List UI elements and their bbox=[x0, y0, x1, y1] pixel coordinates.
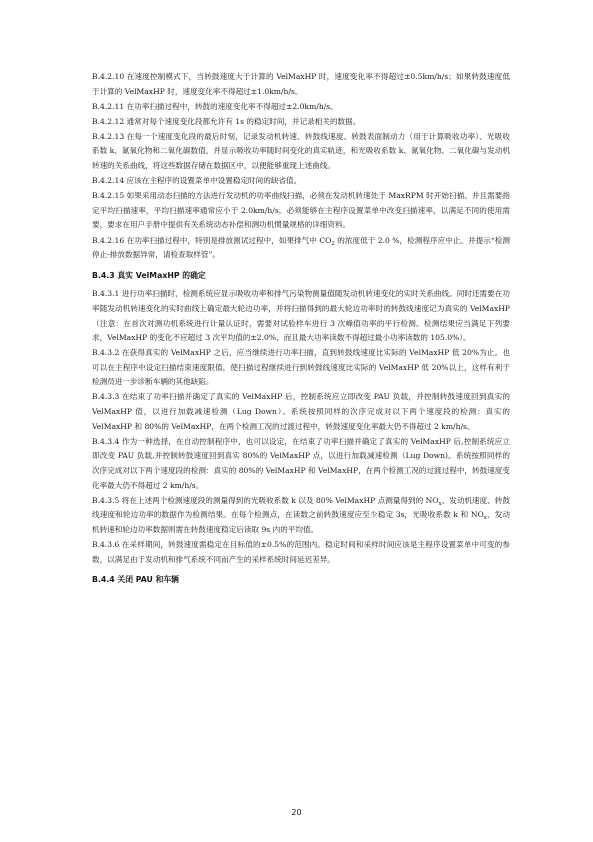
paragraph-b435-text-start: B.4.3.5 将在上述两个检测速度段的测量得到的光吸收系数 k 以及 80% VelMaxHP 点测量得到的 NO bbox=[92, 495, 439, 505]
paragraph-b4213: B.4.2.13 在每一个速度变化段的最后时刻，记录发动机转速、转鼓线速度、转鼓表面制动力（用于计算吸收功率）、光吸收系数 k、氮氧化物和二氧化碳数值，并显示吸收功率随时间变化的真实轨迹，和光吸收系数 k、氮氧化物、二氧化碳与发动机转速的关系曲线，将这些数据存储在数据区中，以便能够重现上述曲线。 bbox=[92, 131, 510, 171]
nox-subscript-1: x bbox=[438, 500, 442, 507]
paragraph-b4216-text-start: B.4.2.16 在功率扫描过程中，特别是排放测试过程中，如果排气中 CO bbox=[92, 235, 332, 245]
paragraph-b434: B.4.3.4 作为一种选择，在自动控制程序中，也可以设定，在结束了功率扫描并确定了真实的 VelMaxHP 后,控制系统应立即改变 PAU 负载,并控制转鼓速度回到真实 80%的 VelMaxHP 点，以进行加载减速检测（Lug Down)。系统按照同样的次序完成对以下两个速度段的检测：真实的 80%的 VelMaxHP 和 VelMaxHP，在两个检测工况的过渡过程中，转鼓速度变化率最大仍不得超过 2 km/h/s。 bbox=[92, 436, 510, 490]
paragraph-b435-text-end: 、发动机转速和轮边功率数据则需在转鼓速度稳定后读取 9s 内的平均值。 bbox=[92, 510, 510, 534]
paragraph-b436: B.4.3.6 在采样期间，转鼓速度需稳定在目标值的±0.5%的范围内。稳定时间和采样时间应该是主程序设置菜单中可变的参数，以满足由于发动机和排气系统不同而产生的采样系统时间延迟差异。 bbox=[92, 539, 510, 564]
nox-subscript-2: x bbox=[483, 515, 487, 522]
paragraph-b4210: B.4.2.10 在速度控制模式下，当转鼓速度大于计算的 VelMaxHP 时，速度变化率不得超过±0.5km/h/s；如果转鼓速度低于计算的 VelMaxHP 时，速度变化率不得超过±1.0km/h/s。 bbox=[92, 72, 510, 96]
section-heading-b44: B.4.4 关闭 PAU 和车辆 bbox=[92, 575, 179, 585]
paragraph-b4211: B.4.2.11 在功率扫描过程中，转鼓的速度变化率不得超过±2.0km/h/s。 bbox=[92, 101, 338, 111]
co2-subscript: 2 bbox=[331, 240, 335, 247]
paragraph-b4214: B.4.2.14 应该在主程序的设置菜单中设置稳定时间的缺省值。 bbox=[92, 176, 302, 186]
page-number: 20 bbox=[291, 808, 302, 817]
paragraph-b4215: B.4.2.15 如果采用动态扫描的方法进行发动机的功率曲线扫描，必须在发动机转速处于 MaxRPM 时开始扫描。并且需要指定平均扫描速率，平均扫描速率通常应小于 2.0km/h/s。必须能够在主程序设置菜单中改变扫描速率，以满足不同的使用需要，要求在用户手册中提供有关系统动态补偿和测功机惯量规格的详细资料。 bbox=[92, 191, 510, 230]
document-body bbox=[92, 70, 510, 592]
paragraph-b433: B.4.3.3 在结束了功率扫描并确定了真实的 VelMaxHP 后，控制系统应立即改变 PAU 负载，并控制转鼓速度回到真实的 VelMaxHP 值，以进行加载减速检测（Lug Down）。系统按照同样的次序完成对以下两个速度段的检测：真实的 VelMaxHP 和 80%的 VelMaxHP，在两个检测工况的过渡过程中，转鼓速度变化率最大仍不得超过 2 km/h/s。 bbox=[92, 392, 510, 431]
paragraph-b431: B.4.3.1 进行功率扫描时，检测系统应显示吸收功率和排气污染物测量值随发动机转速变化的实时关系曲线。同时还需要在功率随发动机转速变化的实时曲线上确定最大轮边功率，并将扫描得到的最大轮边功率时的转鼓线速度记为真实的 VelMaxHP（注意：在首次对测功机系统进行计量认证时，需要对试验样车进行 3 次峰值功率的平行检测。检测结果应当满足下列要求，VelMaxHP 的变化不应超过 3 次平均值的±2.0%，而且最大功率读数不得超过最小功率读数的 105.0%）。 bbox=[92, 289, 510, 343]
paragraph-b4216-text-end: 的浓度低于 2.0 %，检测程序应中止。并提示“检测停止-排放数据异常，请检查取样管”。 bbox=[92, 235, 510, 260]
paragraph-b4212: B.4.2.12 通常对每个速度变化段都允许有 1s 的稳定时间，并记录相关的数据。 bbox=[92, 116, 361, 126]
paragraph-b435-text-middle: 、发动机速度、转鼓线速度和轮边功率的数据作为检测结果。在每个检测点，在读数之前转鼓速度应至少稳定 3s，光吸收系数 k 和 NO bbox=[92, 495, 510, 520]
paragraph-b432: B.4.3.2 在获得真实的 VelMaxHP 之后，应当继续进行功率扫描，直到转鼓线速度比实际的 VelMaxHP 低 20%为止。也可以在主程序中设定扫描结束速度限值，使扫描过程继续进行到转鼓线速度比实际的 VelMaxHP 低 20%以上，这样有利于检测员进一步诊断车辆的其他缺陷。 bbox=[92, 348, 510, 387]
paragraph-b4216 bbox=[92, 234, 510, 263]
section-heading-b43: B.4.3 真实 VelMaxHP 的确定 bbox=[92, 270, 206, 280]
paragraph-b435 bbox=[92, 494, 510, 538]
